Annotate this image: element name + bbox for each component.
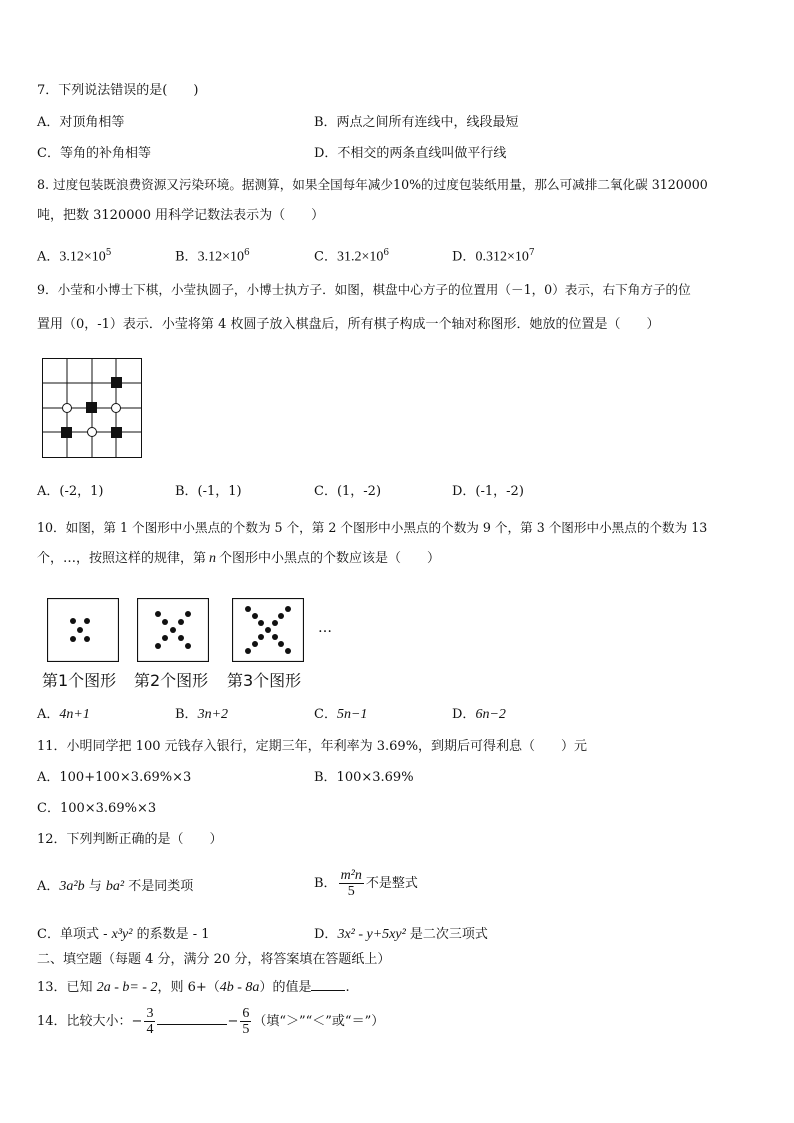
q9-option-b: B．(-1，1) bbox=[175, 484, 242, 499]
q10-stem-line2: 个，…，按照这样的规律，第 n 个图形中小黑点的个数应该是（ ） bbox=[37, 551, 441, 566]
q7-option-c: C．等角的补角相等 bbox=[37, 146, 151, 161]
q11-stem: 11．小明同学把 100 元钱存入银行，定期三年，年利率为 3.69%，到期后可得利息（ ）元 bbox=[37, 739, 588, 754]
circle-piece bbox=[63, 404, 72, 413]
section-2-heading: 二、填空题（每题 4 分，满分 20 分，将答案填在答题纸上） bbox=[37, 952, 391, 967]
q8-option-b: B．$3.12\times 10^6$ bbox=[175, 248, 250, 265]
q12-option-a: A．3a²b 与 ba² 不是同类项 bbox=[37, 879, 194, 894]
figure-2-label: 第2个图形 bbox=[134, 671, 209, 690]
q8-stem-line2: 吨，把数 3120000 用科学记数法表示为（ ） bbox=[37, 208, 325, 223]
q9-option-c: C．(1，-2) bbox=[314, 484, 382, 499]
figure-ellipsis: … bbox=[318, 620, 332, 636]
q12-option-c: C．单项式 - x³y² 的系数是 - 1 bbox=[37, 927, 210, 942]
figure-3-label: 第3个图形 bbox=[227, 671, 302, 690]
q13-answer-blank[interactable] bbox=[311, 978, 345, 991]
square-piece bbox=[86, 402, 97, 413]
dot-pattern-figure-1 bbox=[47, 598, 119, 662]
q12-option-d: D．3x² - y+5xy² 是二次三项式 bbox=[314, 927, 488, 942]
q9-option-a: A．(-2，1) bbox=[37, 484, 104, 499]
square-piece bbox=[111, 377, 122, 388]
q14-text: 14．比较大小：− $\frac{3}{4}$ − $\frac{6}{5}$ （填“＞”“＜”或“＝”） bbox=[37, 1006, 385, 1037]
q8-option-c: C．$31.2\times 10^6$ bbox=[314, 248, 390, 265]
q10-option-b: B．3n+2 bbox=[175, 707, 229, 722]
q7-stem: 7．下列说法错误的是( ) bbox=[37, 83, 199, 98]
q7-option-b: B．两点之间所有连线中，线段最短 bbox=[314, 115, 519, 130]
circle-piece bbox=[88, 428, 97, 437]
q11-option-b: B．100×3.69% bbox=[314, 770, 414, 785]
q9-stem-line1: 9．小莹和小博士下棋，小莹执圆子，小博士执方子．如图，棋盘中心方子的位置用（－1，0）表示，右下角方子的位 bbox=[37, 282, 691, 297]
q12-option-b: B． $\frac{\text{m²n}}{5}$ 不是整式 bbox=[314, 868, 418, 899]
figure-1-label: 第1个图形 bbox=[42, 671, 117, 690]
dot-pattern-figure-3 bbox=[232, 598, 304, 662]
q7-option-a: A．对顶角相等 bbox=[37, 115, 125, 130]
q10-option-a: A．4n+1 bbox=[37, 707, 90, 722]
q10-stem-line1: 10．如图，第 1 个图形中小黑点的个数为 5 个，第 2 个图形中小黑点的个数为 9 个，第 3 个图形中小黑点的个数为 13 bbox=[37, 520, 708, 535]
q8-option-d: D．$0.312\times 10^7$ bbox=[452, 248, 535, 265]
q8-option-a: A．$3.12\times 10^5$ bbox=[37, 248, 112, 265]
square-piece bbox=[61, 427, 72, 438]
q8-stem-line1: 8. 过度包装既浪费资源又污染环境。据测算，如果全国每年减少10%的过度包装纸用量，那么可减排二氧化碳 3120000 bbox=[37, 177, 708, 192]
q12-stem: 12．下列判断正确的是（ ） bbox=[37, 832, 223, 847]
q10-option-d: D．6n−2 bbox=[452, 707, 506, 722]
go-board-figure bbox=[42, 358, 142, 458]
q11-option-a: A．100+100×3.69%×3 bbox=[37, 770, 192, 785]
square-piece bbox=[111, 427, 122, 438]
q9-option-d: D．(-1，-2) bbox=[452, 484, 524, 499]
q13-text: 13．已知 2a - b= - 2，则 6+（4b - 8a）的值是 . bbox=[37, 980, 350, 995]
q11-option-c: C．100×3.69%×3 bbox=[37, 801, 157, 816]
q7-option-d: D．不相交的两条直线叫做平行线 bbox=[314, 146, 507, 161]
circle-piece bbox=[112, 404, 121, 413]
q14-answer-blank[interactable] bbox=[157, 1012, 227, 1025]
q9-stem-line2: 置用（0，-1）表示．小莹将第 4 枚圆子放入棋盘后，所有棋子构成一个轴对称图形．她放的位置是（ ） bbox=[37, 317, 660, 332]
q10-option-c: C．5n−1 bbox=[314, 707, 368, 722]
dot-pattern-figure-2 bbox=[137, 598, 209, 662]
